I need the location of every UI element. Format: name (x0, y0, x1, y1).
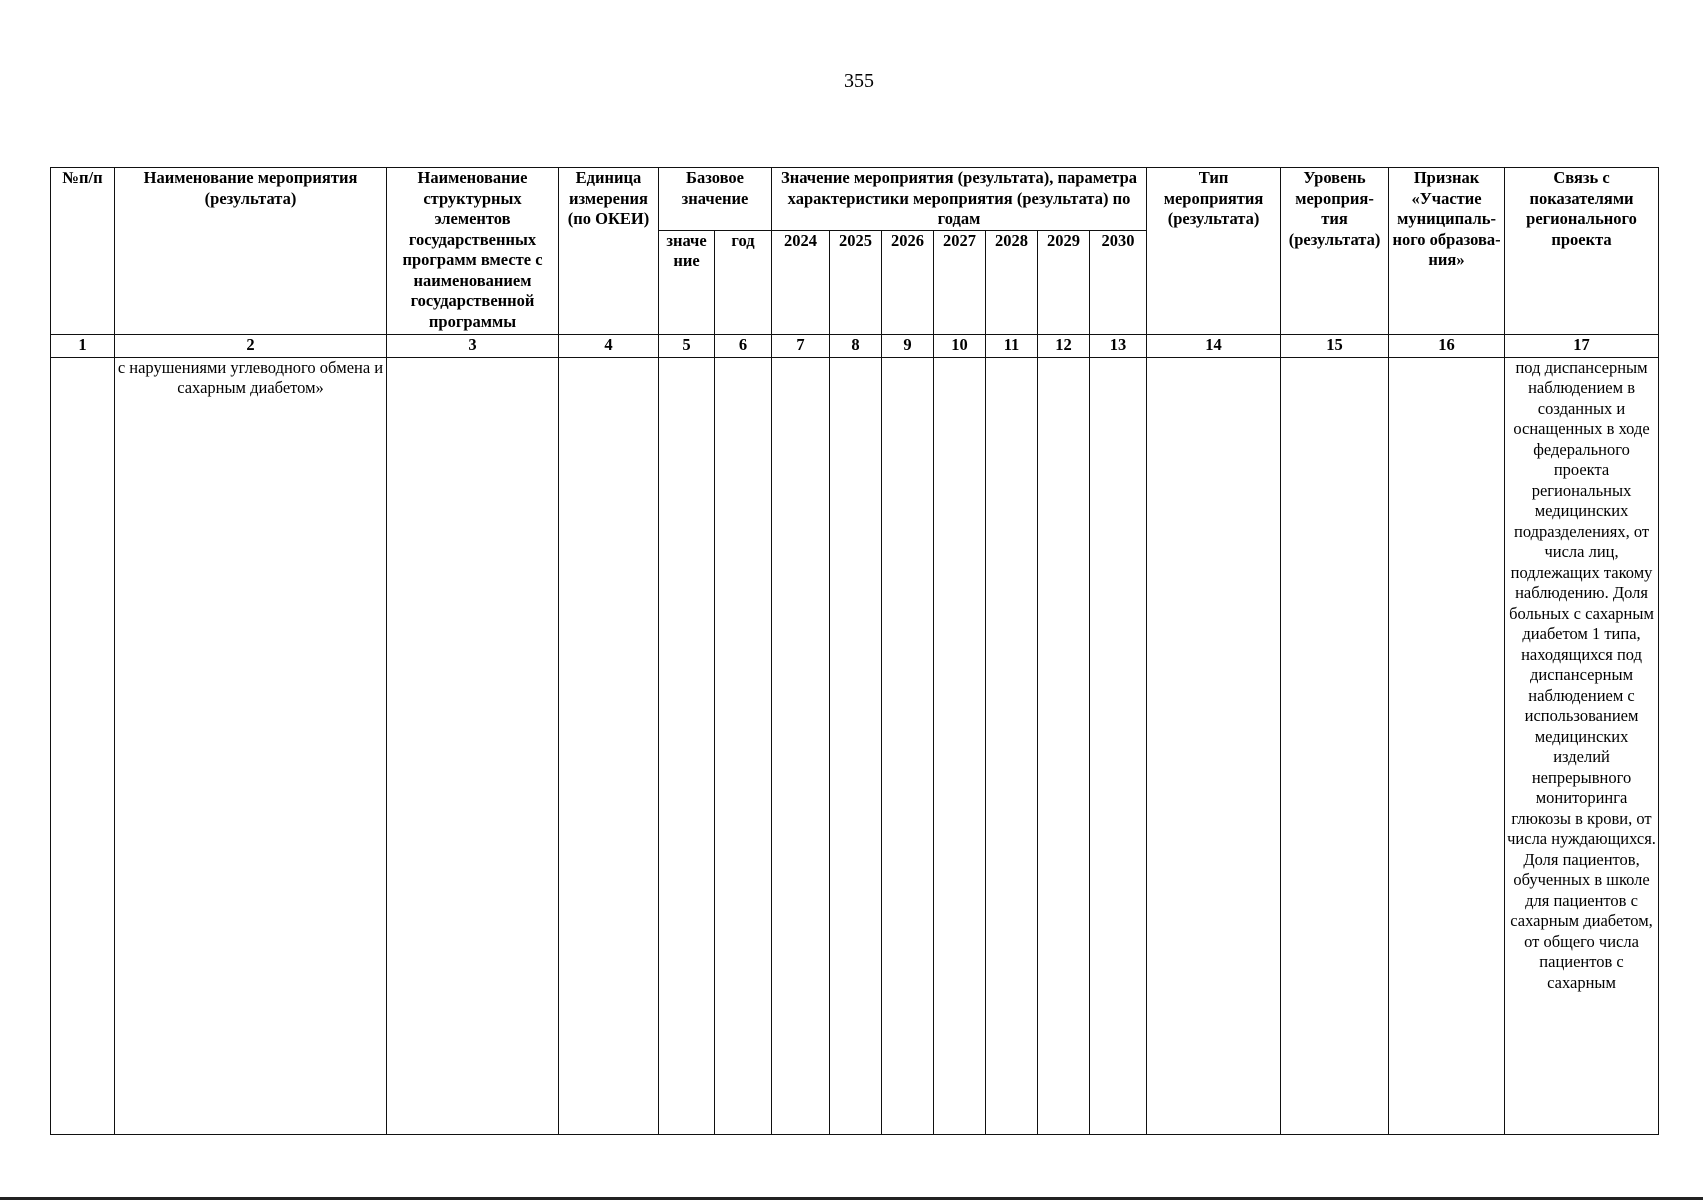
header-link: Связь с показателями регионального проекта (1505, 168, 1659, 335)
cell-unit (559, 357, 659, 1134)
header-num: №п/п (51, 168, 115, 335)
column-number: 15 (1281, 334, 1389, 357)
header-base-value: значе ние (659, 230, 715, 334)
cell-num (51, 357, 115, 1134)
cell-sign (1389, 357, 1505, 1134)
column-number: 14 (1147, 334, 1281, 357)
header-year-2024: 2024 (772, 230, 830, 334)
header-level: Уровень мероприя- тия (результата) (1281, 168, 1389, 335)
page-number: 355 (844, 70, 874, 92)
header-name: Наименование мероприятия (результата) (115, 168, 387, 335)
header-sign: Признак «Участие муниципаль- ного образова- ния» (1389, 168, 1505, 335)
column-numbers-row (51, 334, 1659, 357)
header-base-year: год (715, 230, 772, 334)
cell-2026 (882, 357, 934, 1134)
cell-2025 (830, 357, 882, 1134)
cell-level (1281, 357, 1389, 1134)
cell-2029 (1038, 357, 1090, 1134)
header-year-2025: 2025 (830, 230, 882, 334)
table-row (51, 357, 1659, 1134)
column-number: 16 (1389, 334, 1505, 357)
cell-2028 (986, 357, 1038, 1134)
header-type: Тип мероприятия (результата) (1147, 168, 1281, 335)
column-number: 5 (659, 334, 715, 357)
column-number: 9 (882, 334, 934, 357)
header-year-2028: 2028 (986, 230, 1038, 334)
column-number: 7 (772, 334, 830, 357)
measures-table (50, 167, 1659, 1135)
column-number: 12 (1038, 334, 1090, 357)
column-number: 3 (387, 334, 559, 357)
column-number: 2 (115, 334, 387, 357)
header-year-2027: 2027 (934, 230, 986, 334)
header-year-2026: 2026 (882, 230, 934, 334)
cell-base-year (715, 357, 772, 1134)
column-number: 4 (559, 334, 659, 357)
header-struct: Наименование структурных элементов государственных программ вместе с наименованием государственной программы (387, 168, 559, 335)
cell-name: с нарушениями углеводного обмена и сахарным диабетом» (115, 357, 387, 1134)
column-number: 8 (830, 334, 882, 357)
cell-2027 (934, 357, 986, 1134)
column-number: 11 (986, 334, 1038, 357)
column-number: 6 (715, 334, 772, 357)
column-number: 10 (934, 334, 986, 357)
cell-struct (387, 357, 559, 1134)
header-year-2029: 2029 (1038, 230, 1090, 334)
header-unit: Единица измерения (по ОКЕИ) (559, 168, 659, 335)
cell-type (1147, 357, 1281, 1134)
header-base: Базовое значение (659, 168, 772, 231)
cell-link: под диспансерным наблюдением в созданных и оснащенных в ходе федерального проекта региональных медицинских подразделениях, от числа лиц, подлежащих такому наблюдению. Доля больных с сахарным диабетом 1 типа, находящихся под диспансерным наблюдением с использованием медицинских изделий непрерывного мониторинга глюкозы в крови, от числа нуждающихся. Доля пациентов, обученных в школе для пациентов с сахарным диабетом, от общего числа пациентов с сахарным (1505, 357, 1659, 1134)
cell-2024 (772, 357, 830, 1134)
header-values: Значение мероприятия (результата), параметра характеристики мероприятия (результата) по годам (772, 168, 1147, 231)
column-number: 17 (1505, 334, 1659, 357)
column-number: 13 (1090, 334, 1147, 357)
cell-base-value (659, 357, 715, 1134)
header-year-2030: 2030 (1090, 230, 1147, 334)
column-number: 1 (51, 334, 115, 357)
cell-2030 (1090, 357, 1147, 1134)
